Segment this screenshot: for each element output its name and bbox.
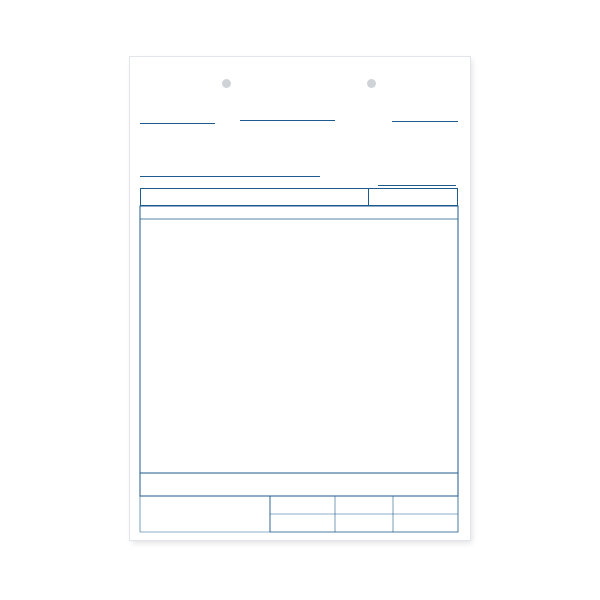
items-table bbox=[130, 57, 470, 540]
number-underline bbox=[392, 121, 458, 122]
issuer-divider bbox=[368, 189, 369, 205]
registration-line bbox=[378, 185, 456, 186]
form-sheet bbox=[130, 57, 470, 540]
recipient-top-line bbox=[140, 123, 215, 124]
punch-hole-left bbox=[222, 79, 231, 88]
footer-grid bbox=[130, 57, 470, 540]
total-box bbox=[140, 188, 458, 206]
date-underline bbox=[240, 120, 335, 121]
recipient-line bbox=[140, 176, 320, 177]
punch-hole-right bbox=[367, 79, 376, 88]
